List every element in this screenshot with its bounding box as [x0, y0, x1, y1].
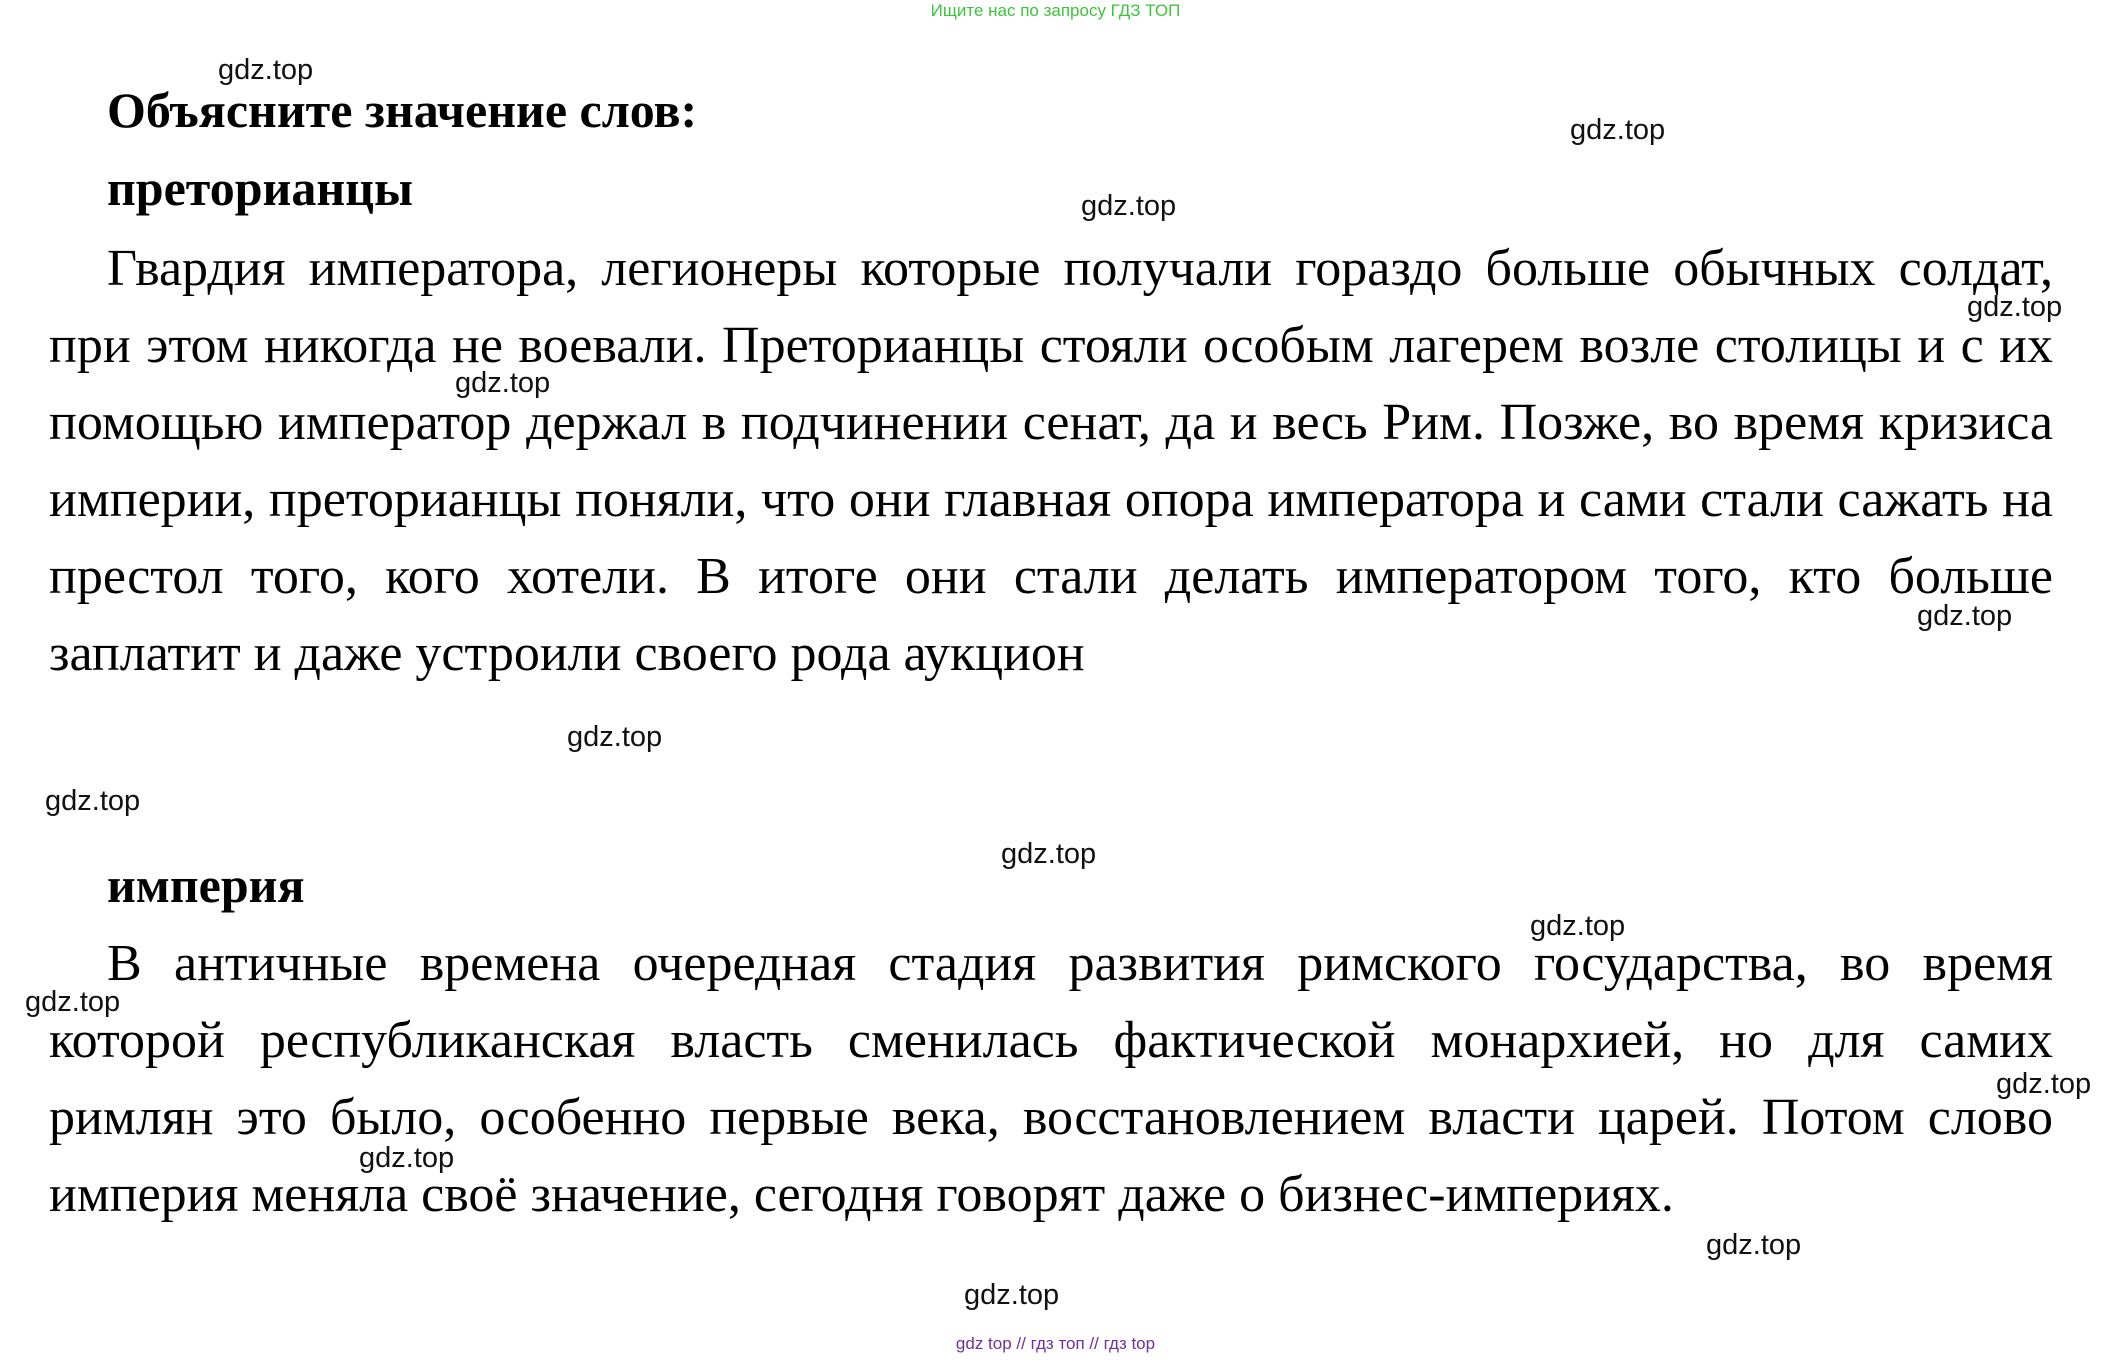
- footer-watermark: gdz top // гдз топ // гдз top: [955, 1334, 1156, 1353]
- watermark: gdz.top: [455, 367, 551, 399]
- watermark: gdz.top: [1001, 838, 1097, 870]
- watermark: gdz.top: [1530, 910, 1626, 942]
- definition-empire: В античные времена очередная стадия развития римского государства, во время которой республиканская власть сменилась фактической монархией, но для самих римлян это было, особенно первые века, восстановлением власти царей. Потом слово империя меняла своё значение, сегодня говорят даже о бизнес-империях.: [49, 935, 2053, 1223]
- page-title: Объясните значение слов:: [107, 82, 698, 138]
- term-heading-empire: империя: [107, 857, 305, 913]
- watermark: gdz.top: [964, 1279, 1060, 1311]
- watermark: gdz.top: [1570, 114, 1666, 146]
- watermark: gdz.top: [45, 785, 141, 817]
- watermark: gdz.top: [25, 986, 121, 1018]
- watermark: gdz.top: [1967, 291, 2063, 323]
- watermark: gdz.top: [1917, 600, 2013, 632]
- top-banner: Ищите нас по запросу ГДЗ ТОП: [930, 1, 1181, 20]
- watermark: gdz.top: [218, 54, 314, 86]
- watermark: gdz.top: [567, 721, 663, 753]
- watermark: gdz.top: [1706, 1229, 1802, 1261]
- watermark: gdz.top: [1996, 1068, 2092, 1100]
- watermark: gdz.top: [1081, 190, 1177, 222]
- definition-praetorians: Гвардия императора, легионеры которые получали гораздо больше обычных солдат, при этом никогда не воевали. Преторианцы стояли особым лагерем возле столицы и с их помощью император держал в подчинении сенат, да и весь Рим. Позже, во время кризиса империи, преторианцы поняли, что они главная опора императора и сами стали сажать на престол того, кого хотели. В итоге они стали делать императором того, кто больше заплатит и даже устроили своего рода аукцион: [49, 240, 2053, 682]
- watermark: gdz.top: [359, 1142, 455, 1174]
- term-heading-praetorians: преторианцы: [107, 160, 413, 216]
